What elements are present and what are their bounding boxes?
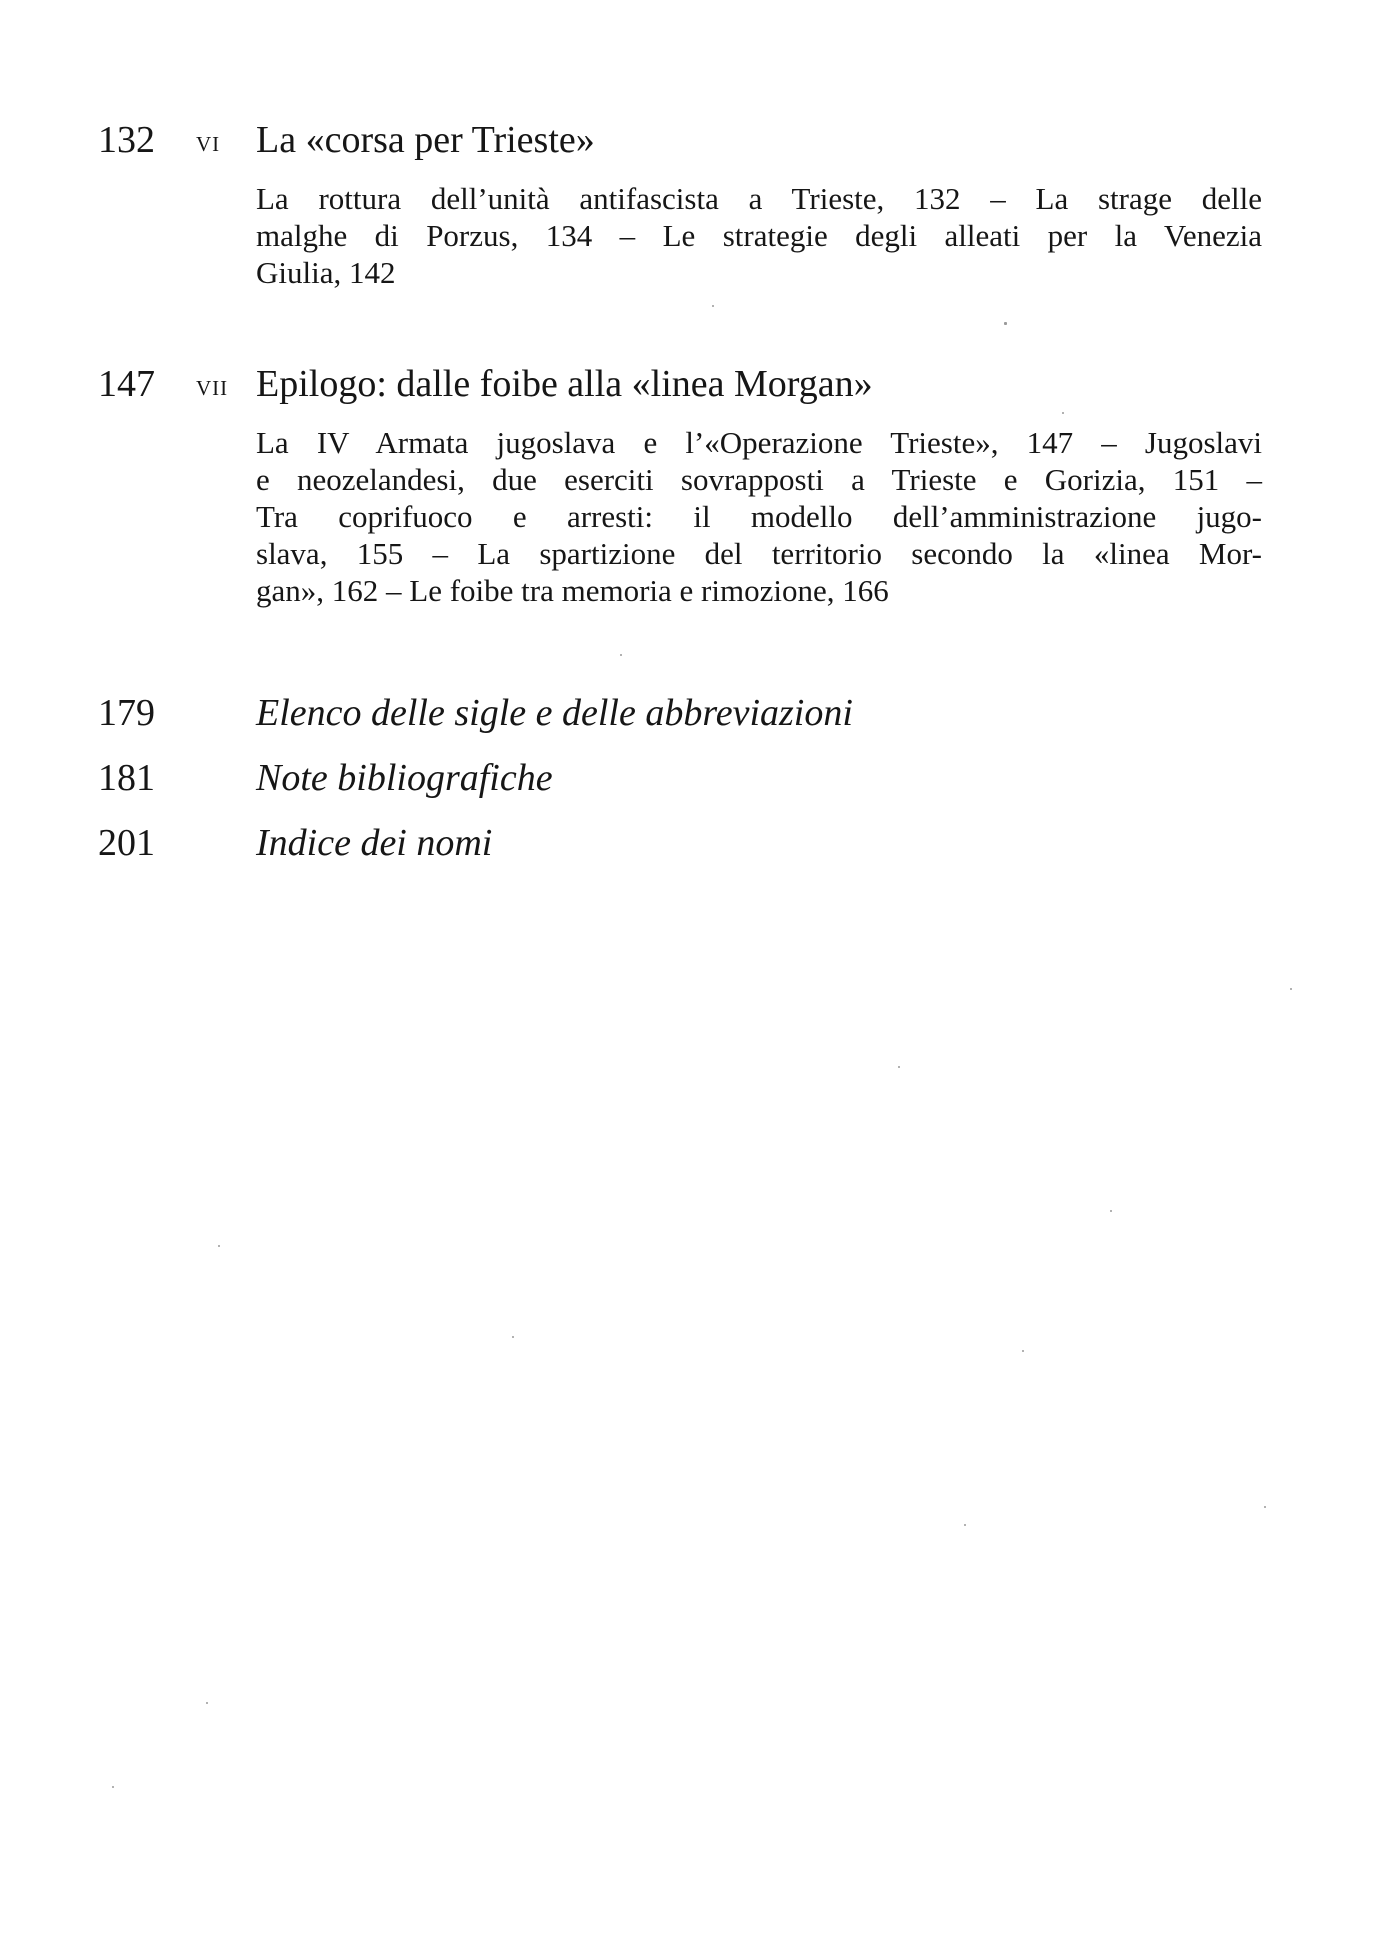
- scan-speck: [218, 1245, 220, 1247]
- chapter-numeral: vi: [196, 125, 221, 158]
- scan-speck: [206, 1702, 208, 1704]
- chapter-title: Epilogo: dalle foibe alla «linea Morgan»: [256, 363, 873, 405]
- scan-speck: [1062, 412, 1064, 414]
- chapter-sections-line: La rottura dell’unità antifascista a Trieste, 132 – La strage delle: [256, 181, 1262, 216]
- scan-speck: [1264, 1506, 1266, 1508]
- backmatter-title: Indice dei nomi: [256, 822, 493, 864]
- scan-speck: [620, 654, 622, 656]
- scan-speck: [1290, 988, 1292, 990]
- backmatter-page-number: 179: [98, 692, 155, 734]
- backmatter-page-number: 181: [98, 757, 155, 799]
- chapter-sections-line: Tra coprifuoco e arresti: il modello dell’amministrazione jugo-: [256, 499, 1262, 534]
- scan-speck: [512, 1336, 514, 1338]
- scan-speck: [112, 1786, 114, 1788]
- chapter-sections: [256, 424, 1262, 609]
- chapter-page-number: 147: [98, 363, 155, 405]
- chapter-sections-line: malghe di Porzus, 134 – Le strategie degli alleati per la Venezia: [256, 218, 1262, 253]
- backmatter-title: Note bibliografiche: [256, 757, 553, 799]
- backmatter-page-number: 201: [98, 822, 155, 864]
- chapter-numeral: vii: [196, 369, 229, 402]
- backmatter-title: Elenco delle sigle e delle abbreviazioni: [256, 692, 853, 734]
- chapter-sections-line: e neozelandesi, due eserciti sovrapposti a Trieste e Gorizia, 151 –: [256, 462, 1262, 497]
- scan-speck: [964, 1524, 966, 1526]
- chapter-title: La «corsa per Trieste»: [256, 119, 595, 161]
- chapter-sections-line: gan», 162 – Le foibe tra memoria e rimozione, 166: [256, 573, 889, 608]
- chapter-sections-line: slava, 155 – La spartizione del territorio secondo la «linea Mor-: [256, 536, 1262, 571]
- scan-speck: [898, 1066, 900, 1068]
- scan-speck: [712, 305, 714, 307]
- scan-speck: [1004, 322, 1007, 325]
- scan-speck: [1110, 1210, 1112, 1212]
- chapter-sections: [256, 180, 1262, 291]
- chapter-sections-line: Giulia, 142: [256, 255, 396, 290]
- chapter-sections-line: La IV Armata jugoslava e l’«Operazione Trieste», 147 – Jugoslavi: [256, 425, 1262, 460]
- chapter-page-number: 132: [98, 119, 155, 161]
- scan-speck: [1022, 1350, 1024, 1352]
